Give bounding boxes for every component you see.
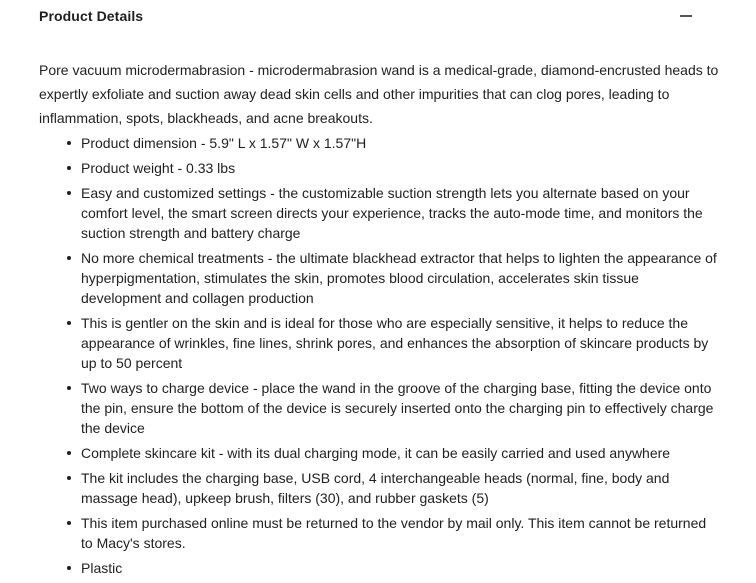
feature-item-kit-contents: The kit includes the charging base, USB cord, 4 interchangeable heads (normal, fine, body and massage head), upkeep brush, filters (30), and rubber gaskets (5)	[81, 468, 719, 508]
minus-icon[interactable]	[679, 9, 693, 23]
feature-item-material: Plastic	[81, 558, 719, 578]
feature-item-gentle: This is gentler on the skin and is ideal for those who are especially sensitive, it helps to reduce the appearance of wrinkles, fine lines, shrink pores, and enhances the absorption of skincare products by up to 50 percent	[81, 313, 719, 373]
product-description: Pore vacuum microdermabrasion - microdermabrasion wand is a medical-grade, diamond-encrusted heads to expertly exfoliate and suction away dead skin cells and other impurities that can clog pores, leading to inflammation, spots, blackheads, and acne breakouts.	[39, 62, 719, 126]
product-details-accordion-header[interactable]	[39, 6, 695, 26]
feature-item-no-chemicals: No more chemical treatments - the ultimate blackhead extractor that helps to lighten the appearance of hyperpigmentation, stimulates the skin, promotes blood circulation, accelerates skin tissue development and collagen production	[81, 248, 719, 308]
feature-item-complete-kit: Complete skincare kit - with its dual charging mode, it can be easily carried and used anywhere	[81, 443, 719, 463]
product-details-content	[39, 58, 719, 583]
feature-item-settings: Easy and customized settings - the customizable suction strength lets you alternate based on your comfort level, the smart screen directs your experience, tracks the auto-mode time, and monitors the suction strength and battery charge	[81, 183, 719, 243]
product-details-title: Product Details	[39, 8, 144, 24]
feature-item-weight: Product weight - 0.33 lbs	[81, 158, 719, 178]
feature-item-charging: Two ways to charge device - place the wand in the groove of the charging base, fitting the device onto the pin, ensure the bottom of the device is securely inserted onto the charging pin to effectively charge the device	[81, 378, 719, 438]
feature-item-dimension: Product dimension - 5.9" L x 1.57" W x 1.57"H	[81, 133, 719, 153]
feature-list	[39, 133, 719, 578]
feature-item-returns: This item purchased online must be returned to the vendor by mail only. This item cannot be returned to Macy's stores.	[81, 513, 719, 553]
